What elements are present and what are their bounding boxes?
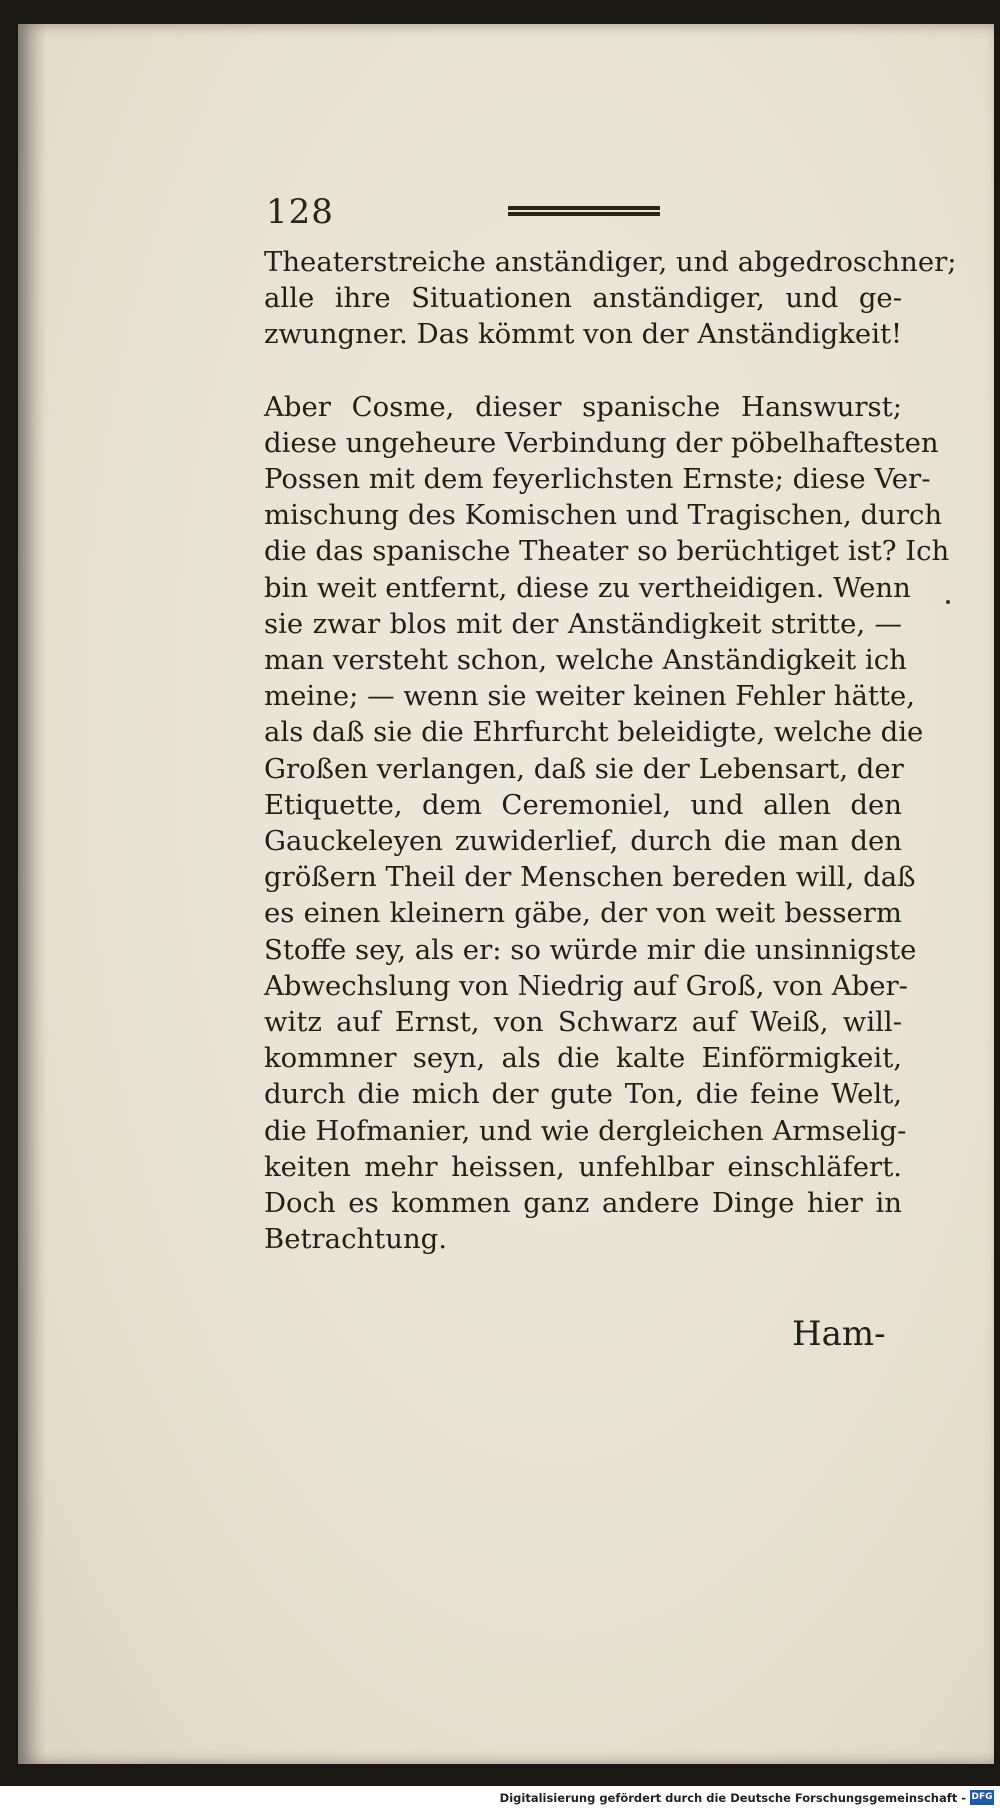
paragraph-1 [264, 244, 957, 353]
text-line: kommner seyn, als die kalte Einförmigkeit, [264, 1042, 902, 1075]
text-line: Theaterstreiche anständiger, und abgedroschner; [264, 246, 957, 278]
text-line: Etiquette, dem Ceremoniel, und allen den [264, 788, 902, 821]
text-line: Aber Cosme, dieser spanische Hanswurst; [264, 390, 902, 423]
text-line: Stoffe sey, als er: so würde mir die unsinnigste [264, 933, 917, 966]
footer-credit: Digitalisierung gefördert durch die Deutsche Forschungsgemeinschaft - [499, 1791, 966, 1805]
text-line: als daß sie die Ehrfurcht beleidigte, welche die [264, 716, 924, 749]
dfg-logo: DFG [970, 1790, 994, 1805]
text-line: durch die mich der gute Ton, die feine Welt, [264, 1078, 902, 1111]
text-line: alle ihre Situationen anständiger, und ge- [264, 282, 902, 315]
paragraph-gap [264, 353, 902, 389]
page-gutter-shadow [18, 24, 46, 1764]
text-line: es einen kleinern gäbe, der von weit besserm [264, 897, 902, 930]
header-rule [508, 206, 660, 216]
text-line: zwungner. Das kömmt von der Anständigkeit! [264, 318, 903, 351]
paragraph-2 [264, 389, 950, 1258]
text-line: die das spanische Theater so berüchtiget ist? Ich [264, 535, 950, 568]
text-line: Abwechslung von Niedrig auf Groß, von Aber- [264, 969, 908, 1002]
text-line: keiten mehr heissen, unfehlbar einschläfert. [264, 1150, 902, 1183]
page-header [246, 188, 666, 238]
text-line: Possen mit dem feyerlichsten Ernste; diese Ver- [264, 463, 931, 496]
text-line: größern Theil der Menschen bereden will, daß [264, 861, 916, 894]
text-line: witz auf Ernst, von Schwarz auf Weiß, will- [264, 1006, 902, 1039]
text-line: sie zwar blos mit der Anständigkeit stritte, — [264, 607, 902, 640]
text-line: mischung des Komischen und Tragischen, durch [264, 499, 943, 532]
text-line: diese ungeheure Verbindung der pöbelhaftesten [264, 426, 939, 459]
text-line: die Hofmanier, und wie dergleichen Armselig- [264, 1114, 907, 1147]
catchword: Ham- [792, 1314, 886, 1354]
ink-speck [946, 600, 950, 604]
page-number: 128 [266, 192, 334, 232]
body-text [264, 244, 957, 1257]
text-line: Doch es kommen ganz andere Dinge hier in [264, 1187, 902, 1220]
text-line: meine; — wenn sie weiter keinen Fehler hätte, [264, 680, 916, 713]
text-line: bin weit entfernt, diese zu vertheidigen. Wenn [264, 571, 911, 604]
text-line: Betrachtung. [264, 1223, 448, 1256]
text-line: Großen verlangen, daß sie der Lebensart, der [264, 752, 904, 785]
footer-bar [0, 1786, 1000, 1811]
text-line: Gauckeleyen zuwiderlief, durch die man den [264, 825, 902, 858]
text-line: man versteht schon, welche Anständigkeit ich [264, 644, 907, 677]
